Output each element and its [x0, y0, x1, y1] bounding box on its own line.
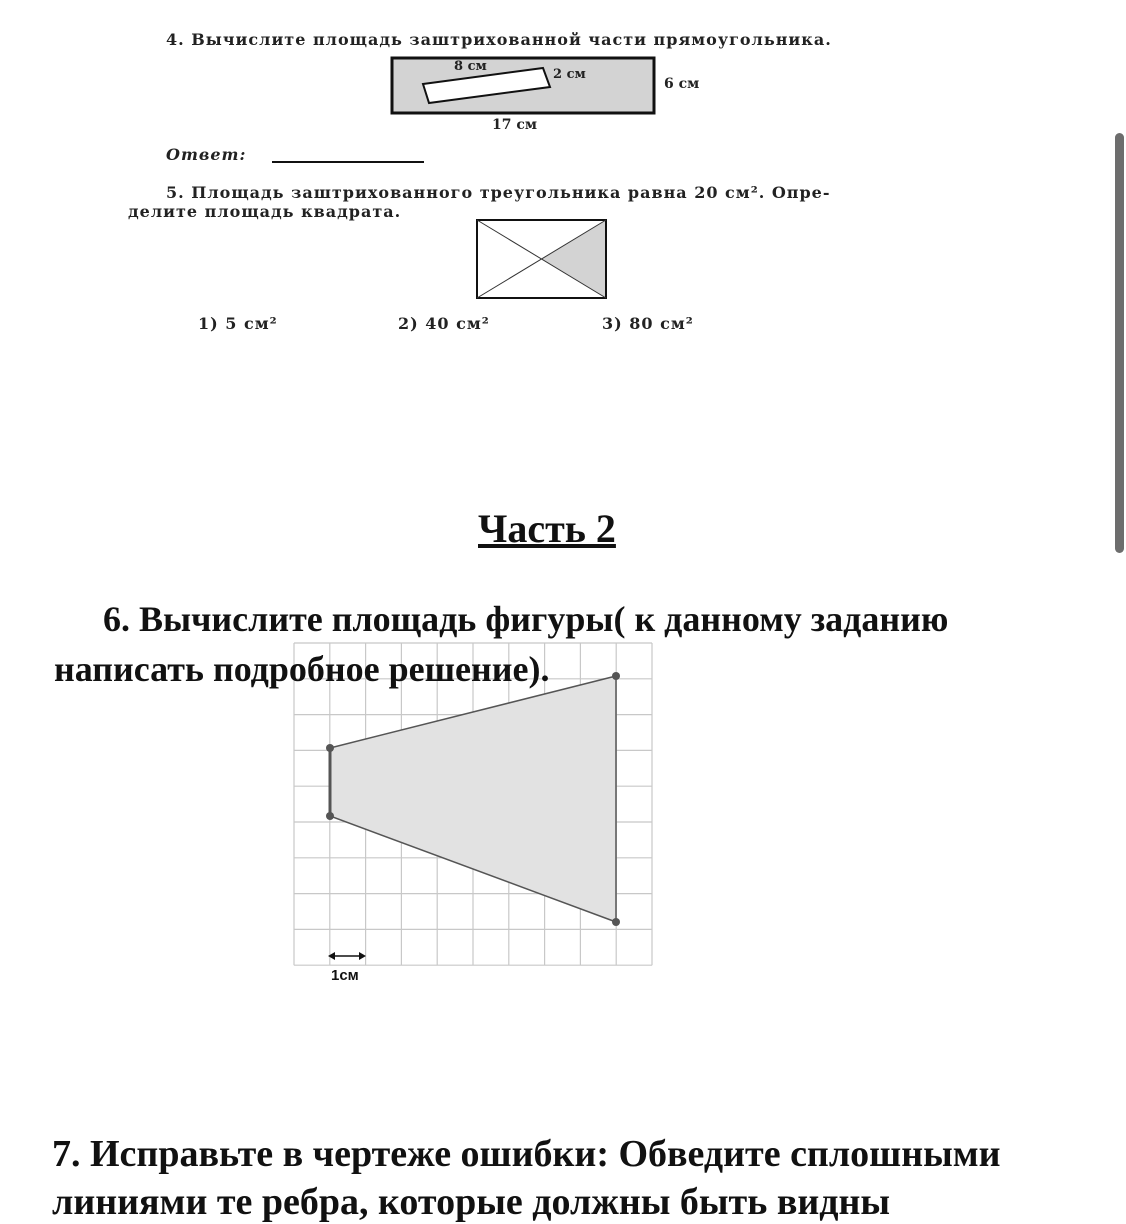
scale-label: 1см	[331, 967, 359, 984]
label-17cm: 17 см	[492, 117, 538, 133]
task6-question-line2: написать подробное решение).	[54, 649, 550, 689]
task6-question-line1: 6. Вычислите площадь фигуры( к данному заданию	[103, 599, 949, 639]
task5-option-2: 2) 40 см²	[398, 314, 490, 333]
vertex-dot	[326, 744, 334, 752]
task5-option-3: 3) 80 см²	[602, 314, 694, 333]
task7-question-line2: линиями те ребра, которые должны быть видны	[52, 1181, 891, 1223]
shaded-triangle	[542, 220, 606, 298]
vertex-dot	[326, 812, 334, 820]
task4-question: 4. Вычислите площадь заштрихованной части прямоугольника.	[166, 30, 832, 49]
scale-arrow-right	[359, 952, 366, 960]
label-2cm: 2 см	[553, 67, 586, 82]
label-6cm: 6 см	[664, 76, 700, 92]
task5-question-line2: делите площадь квадрата.	[128, 202, 402, 221]
task7-question-line1: 7. Исправьте в чертеже ошибки: Обведите сплошными	[52, 1133, 1001, 1175]
label-8cm: 8 см	[454, 59, 487, 74]
task5-square-figure	[470, 215, 615, 305]
vertex-dot	[612, 672, 620, 680]
task5-option-1: 1) 5 см²	[198, 314, 278, 333]
task5-question-line1: 5. Площадь заштрихованного треугольника равна 20 см². Опре-	[166, 183, 831, 202]
answer-line	[272, 161, 424, 163]
answer-label: Ответ:	[166, 145, 247, 164]
task6-grid-figure	[290, 640, 660, 990]
vertical-scrollbar[interactable]	[1115, 133, 1124, 553]
vertex-dot	[612, 918, 620, 926]
scale-arrow-left	[328, 952, 335, 960]
part2-title: Часть 2	[478, 506, 616, 551]
task4-figure	[380, 55, 740, 145]
